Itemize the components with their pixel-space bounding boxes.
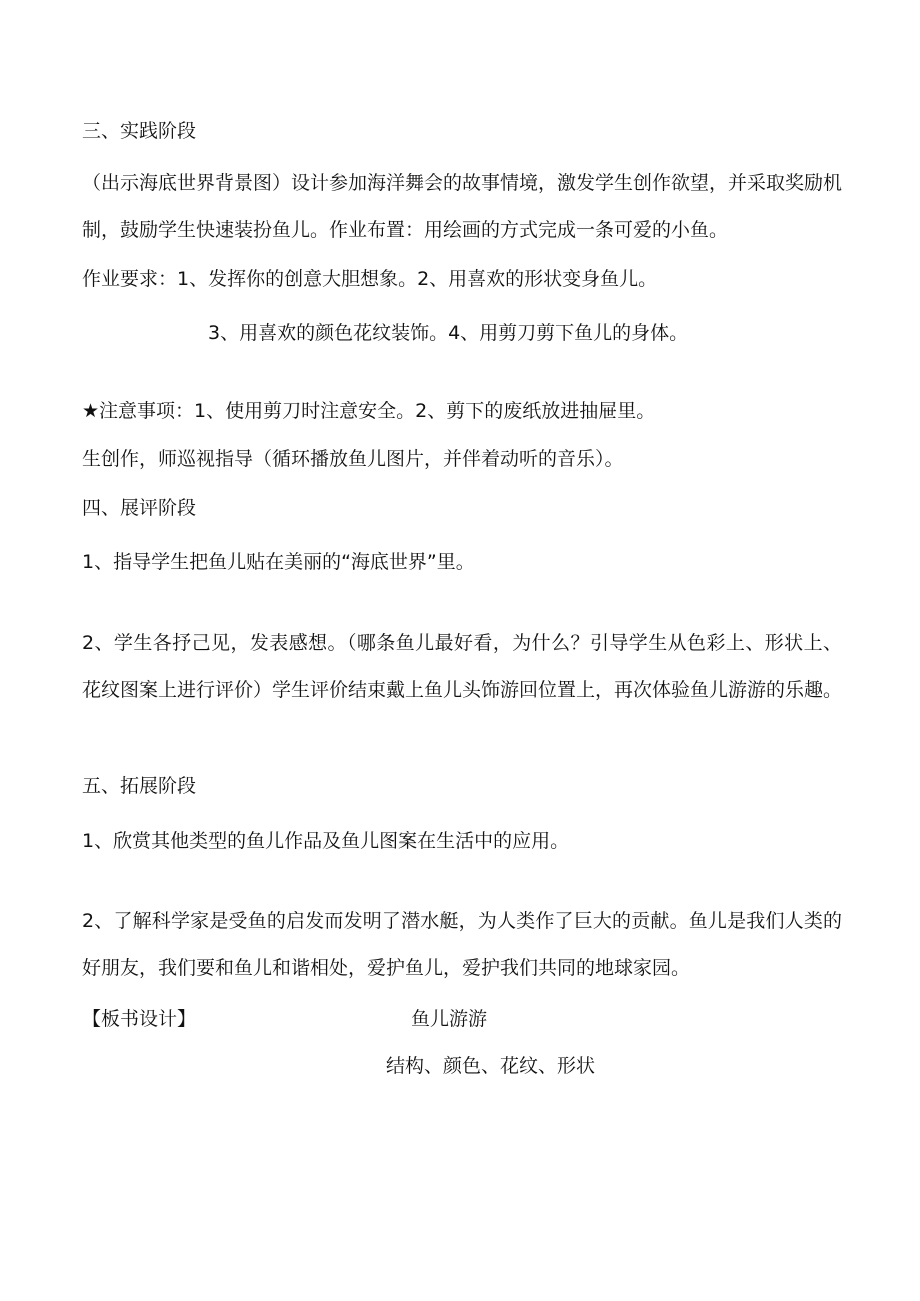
notice-line: ★注意事项：1、使用剪刀时注意安全。2、剪下的废纸放进抽屉里。 <box>82 400 656 422</box>
review-item-2: 2、学生各抒己见，发表感想。（哪条鱼儿最好看，为什么？引导学生从色彩上、形状上、花纹图案上进行评价）学生评价结束戴上鱼儿头饰游回位置上，再次体验鱼儿游游的乐趣。 <box>82 632 843 701</box>
board-design-items: 结构、颜色、花纹、形状 <box>386 1055 596 1077</box>
heading-practice: 三、实践阶段 <box>82 120 197 142</box>
practice-intro-paragraph: （出示海底世界背景图）设计参加海洋舞会的故事情境，激发学生创作欲望，并采取奖励机制，鼓励学生快速装扮鱼儿。作业布置：用绘画的方式完成一条可爱的小鱼。 <box>82 172 843 241</box>
heading-extend: 五、拓展阶段 <box>82 775 197 797</box>
extend-item-1: 1、欣赏其他类型的鱼儿作品及鱼儿图案在生活中的应用。 <box>82 830 570 852</box>
review-item-1: 1、指导学生把鱼儿贴在美丽的“海底世界”里。 <box>82 551 475 573</box>
board-design-title: 鱼儿游游 <box>411 1008 488 1030</box>
requirements-line-1: 作业要求：1、发挥你的创意大胆想象。2、用喜欢的形状变身鱼儿。 <box>82 268 658 290</box>
requirements-line-2: 3、用喜欢的颜色花纹装饰。4、用剪刀剪下鱼儿的身体。 <box>208 322 689 344</box>
extend-item-2: 2、了解科学家是受鱼的启发而发明了潜水艇，为人类作了巨大的贡献。鱼儿是我们人类的好朋友，我们要和鱼儿和谐相处，爱护鱼儿，爱护我们共同的地球家园。 <box>82 910 842 979</box>
student-create-line: 生创作，师巡视指导（循环播放鱼儿图片，并伴着动听的音乐）。 <box>82 448 624 470</box>
board-design-label: 【板书设计】 <box>82 1008 197 1030</box>
heading-review: 四、展评阶段 <box>82 497 197 519</box>
